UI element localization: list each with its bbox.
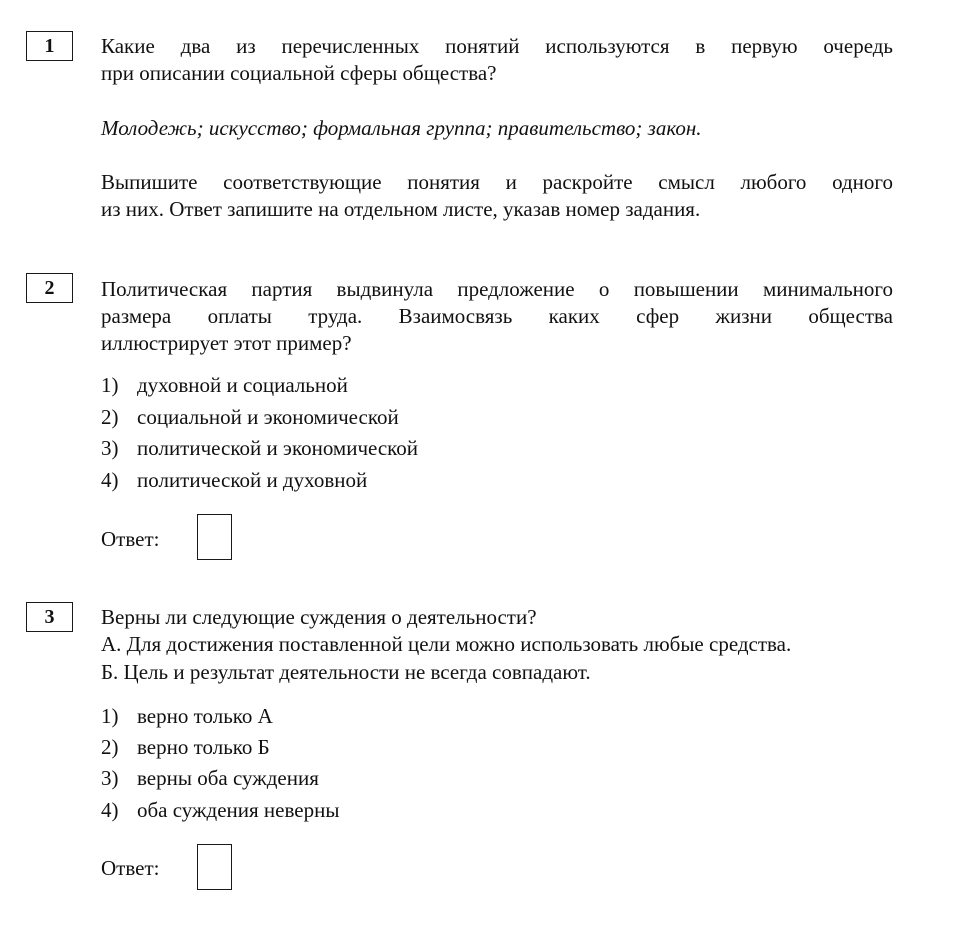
task-2-question-line-1: Политическая партия выдвинула предложение о повышении минимального bbox=[101, 277, 893, 301]
task-3-answer-label: Ответ: bbox=[101, 856, 160, 880]
task-3-answer-box[interactable] bbox=[197, 844, 232, 890]
task-2-number: 2 bbox=[44, 277, 55, 299]
option-number: 1) bbox=[101, 704, 119, 728]
option-text: духовной и социальной bbox=[137, 373, 348, 397]
task-3-option-2 bbox=[101, 734, 270, 760]
option-number: 4) bbox=[101, 798, 119, 822]
task-1-number: 1 bbox=[44, 35, 55, 57]
task-2-option-1 bbox=[101, 372, 348, 398]
option-text: верно только А bbox=[137, 704, 273, 728]
task-1-question-line-1: Какие два из перечисленных понятий используются в первую очередь bbox=[101, 34, 893, 58]
option-text: оба суждения неверны bbox=[137, 798, 340, 822]
option-text: политической и экономической bbox=[137, 436, 419, 460]
option-number: 2) bbox=[101, 405, 119, 429]
task-1-terms: Молодежь; искусство; формальная группа; правительство; закон. bbox=[101, 116, 702, 140]
task-1-instruction-line-2: из них. Ответ запишите на отдельном листе, указав номер задания. bbox=[101, 197, 701, 221]
option-number: 3) bbox=[101, 766, 119, 790]
task-2-answer-box[interactable] bbox=[197, 514, 232, 560]
task-1-question-line-2: при описании социальной сферы общества? bbox=[101, 61, 497, 85]
task-3-question: Верны ли следующие суждения о деятельности? bbox=[101, 605, 537, 629]
task-2-answer-label: Ответ: bbox=[101, 527, 160, 551]
task-2-option-4 bbox=[101, 467, 367, 493]
task-2-option-3 bbox=[101, 435, 418, 461]
task-3-option-4 bbox=[101, 797, 339, 823]
task-1-number-box bbox=[26, 31, 73, 61]
task-2-number-box bbox=[26, 273, 73, 303]
task-3-statement-b: Б. Цель и результат деятельности не всегда совпадают. bbox=[101, 660, 591, 684]
task-3-option-1 bbox=[101, 703, 273, 729]
task-3-statement-a: А. Для достижения поставленной цели можно использовать любые средства. bbox=[101, 632, 792, 656]
option-text: социальной и экономической bbox=[137, 405, 399, 429]
option-number: 2) bbox=[101, 735, 119, 759]
task-2-option-2 bbox=[101, 404, 399, 430]
option-text: верны оба суждения bbox=[137, 766, 319, 790]
option-text: политической и духовной bbox=[137, 468, 368, 492]
task-1-instruction-line-1: Выпишите соответствующие понятия и раскройте смысл любого одного bbox=[101, 170, 893, 194]
task-3-option-3 bbox=[101, 765, 319, 791]
task-3-number: 3 bbox=[44, 606, 55, 628]
option-number: 4) bbox=[101, 468, 119, 492]
option-number: 3) bbox=[101, 436, 119, 460]
task-2-question-line-3: иллюстрирует этот пример? bbox=[101, 331, 352, 355]
task-3-number-box bbox=[26, 602, 73, 632]
option-text: верно только Б bbox=[137, 735, 270, 759]
task-2-question-line-2: размера оплаты труда. Взаимосвязь каких сфер жизни общества bbox=[101, 304, 893, 328]
option-number: 1) bbox=[101, 373, 119, 397]
